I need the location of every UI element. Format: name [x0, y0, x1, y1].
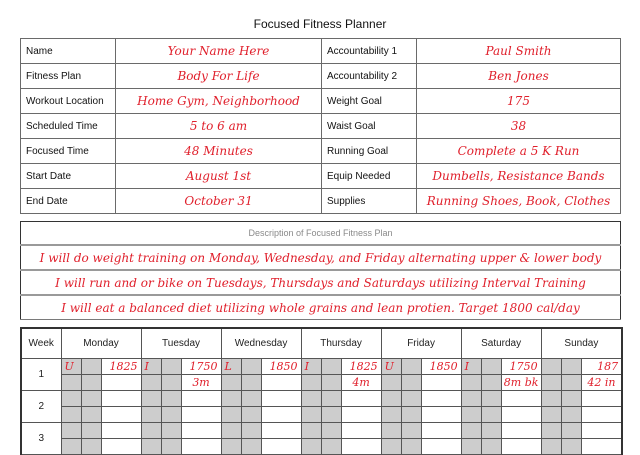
workout-type: I: [304, 360, 309, 373]
check-cell[interactable]: [481, 439, 501, 455]
info-value[interactable]: 48 Minutes: [116, 139, 322, 164]
calories-cell[interactable]: [501, 391, 541, 407]
day-header-saturday: Saturday: [461, 328, 541, 359]
calories-value: 1825: [349, 360, 378, 373]
workout-type-cell[interactable]: [301, 423, 321, 439]
info-value[interactable]: 38: [417, 114, 621, 139]
week-number: 1: [21, 359, 61, 391]
note-value: 3m: [192, 376, 210, 389]
info-value[interactable]: Dumbells, Resistance Bands: [417, 164, 621, 189]
info-value[interactable]: Home Gym, Neighborhood: [116, 89, 322, 114]
info-label: Scheduled Time: [21, 114, 116, 139]
calories-cell[interactable]: [261, 423, 301, 439]
week-number: 3: [21, 423, 61, 455]
calories-cell[interactable]: [181, 423, 221, 439]
workout-type: I: [464, 360, 469, 373]
workout-type-cell[interactable]: [61, 407, 81, 423]
note-cell[interactable]: [501, 439, 541, 455]
week-column-header: Week: [21, 328, 61, 359]
calories-cell[interactable]: [581, 359, 622, 375]
info-value[interactable]: Your Name Here: [116, 39, 322, 64]
workout-type-cell[interactable]: [541, 439, 561, 455]
plan-info-table: [20, 38, 621, 214]
note-cell[interactable]: [581, 439, 622, 455]
workout-type-cell[interactable]: [461, 423, 481, 439]
info-label: Weight Goal: [322, 89, 417, 114]
day-header-monday: Monday: [61, 328, 141, 359]
check-cell[interactable]: [161, 391, 181, 407]
calories-cell[interactable]: [421, 359, 461, 375]
calories-cell[interactable]: [421, 423, 461, 439]
check-cell[interactable]: [161, 407, 181, 423]
workout-type-cell[interactable]: [61, 359, 81, 375]
check-cell[interactable]: [81, 375, 101, 391]
check-cell[interactable]: [481, 391, 501, 407]
calories-cell[interactable]: [261, 391, 301, 407]
check-cell[interactable]: [561, 439, 581, 455]
week-number: 2: [21, 391, 61, 423]
check-cell[interactable]: [81, 407, 101, 423]
workout-type-cell[interactable]: [461, 375, 481, 391]
info-label: Accountability 2: [322, 64, 417, 89]
note-cell[interactable]: [501, 407, 541, 423]
plan-description-table: [20, 221, 621, 320]
check-cell[interactable]: [561, 423, 581, 439]
info-value[interactable]: Paul Smith: [417, 39, 621, 64]
workout-type: U: [64, 360, 74, 373]
week-row: [21, 407, 622, 423]
note-cell[interactable]: [341, 439, 381, 455]
workout-type-cell[interactable]: [461, 439, 481, 455]
week-row: [21, 423, 622, 439]
workout-type-cell[interactable]: [541, 391, 561, 407]
info-value[interactable]: Ben Jones: [417, 64, 621, 89]
check-cell[interactable]: [561, 407, 581, 423]
info-label: Accountability 1: [322, 39, 417, 64]
info-row: [21, 139, 621, 164]
day-header-sunday: Sunday: [541, 328, 622, 359]
calories-cell[interactable]: [181, 391, 221, 407]
check-cell[interactable]: [401, 407, 421, 423]
calories-cell[interactable]: [181, 359, 221, 375]
workout-type-cell[interactable]: [221, 359, 241, 375]
note-cell[interactable]: [501, 375, 541, 391]
info-value[interactable]: 175: [417, 89, 621, 114]
workout-type-cell[interactable]: [381, 407, 401, 423]
calories-value: 1850: [269, 360, 298, 373]
calories-cell[interactable]: [101, 359, 141, 375]
check-cell[interactable]: [561, 375, 581, 391]
check-cell[interactable]: [321, 359, 341, 375]
workout-type-cell[interactable]: [61, 375, 81, 391]
workout-type: U: [384, 360, 394, 373]
note-cell[interactable]: [181, 407, 221, 423]
info-value[interactable]: Complete a 5 K Run: [417, 139, 621, 164]
workout-type-cell[interactable]: [381, 439, 401, 455]
note-value: 42 in: [587, 376, 616, 389]
description-line[interactable]: I will run and or bike on Tuesdays, Thursdays and Saturdays utilizing Interval Training: [21, 270, 621, 295]
workout-type-cell[interactable]: [141, 423, 161, 439]
workout-type-cell[interactable]: [141, 439, 161, 455]
workout-type-cell[interactable]: [141, 407, 161, 423]
check-cell[interactable]: [481, 375, 501, 391]
check-cell[interactable]: [81, 439, 101, 455]
note-cell[interactable]: [341, 407, 381, 423]
check-cell[interactable]: [241, 439, 261, 455]
note-cell[interactable]: [181, 375, 221, 391]
note-cell[interactable]: [101, 407, 141, 423]
workout-type-cell[interactable]: [221, 391, 241, 407]
workout-type-cell[interactable]: [381, 423, 401, 439]
description-header: Description of Focused Fitness Plan: [21, 222, 621, 246]
week-row: [21, 359, 622, 375]
workout-type-cell[interactable]: [381, 391, 401, 407]
check-cell[interactable]: [481, 359, 501, 375]
calories-value: 1750: [509, 360, 538, 373]
check-cell[interactable]: [321, 375, 341, 391]
check-cell[interactable]: [321, 391, 341, 407]
workout-type-cell[interactable]: [461, 359, 481, 375]
check-cell[interactable]: [561, 359, 581, 375]
check-cell[interactable]: [321, 407, 341, 423]
calories-cell[interactable]: [501, 423, 541, 439]
info-row: [21, 189, 621, 214]
info-label: Running Goal: [322, 139, 417, 164]
workout-type-cell[interactable]: [301, 375, 321, 391]
check-cell[interactable]: [481, 407, 501, 423]
calories-cell[interactable]: [101, 423, 141, 439]
note-cell[interactable]: [261, 407, 301, 423]
note-cell[interactable]: [581, 375, 622, 391]
workout-type-cell[interactable]: [541, 407, 561, 423]
calories-cell[interactable]: [341, 391, 381, 407]
check-cell[interactable]: [241, 407, 261, 423]
calories-cell[interactable]: [341, 423, 381, 439]
check-cell[interactable]: [401, 439, 421, 455]
workout-type-cell[interactable]: [541, 359, 561, 375]
workout-type-cell[interactable]: [61, 439, 81, 455]
check-cell[interactable]: [81, 423, 101, 439]
workout-type: L: [224, 360, 232, 373]
check-cell[interactable]: [401, 359, 421, 375]
note-cell[interactable]: [101, 439, 141, 455]
check-cell[interactable]: [401, 391, 421, 407]
check-cell[interactable]: [241, 391, 261, 407]
workout-type-cell[interactable]: [301, 439, 321, 455]
calories-value: 187: [597, 360, 619, 373]
description-line[interactable]: I will eat a balanced diet utilizing whole grains and lean protien. Target 1800 cal/day: [21, 295, 621, 320]
info-label: Workout Location: [21, 89, 116, 114]
workout-type-cell[interactable]: [301, 359, 321, 375]
calories-cell[interactable]: [581, 391, 622, 407]
check-cell[interactable]: [241, 375, 261, 391]
info-value[interactable]: October 31: [116, 189, 322, 214]
check-cell[interactable]: [401, 423, 421, 439]
info-row: [21, 64, 621, 89]
check-cell[interactable]: [81, 359, 101, 375]
calories-value: 1750: [189, 360, 218, 373]
info-label: End Date: [21, 189, 116, 214]
workout-type-cell[interactable]: [141, 359, 161, 375]
day-header-thursday: Thursday: [301, 328, 381, 359]
workout-type-cell[interactable]: [461, 407, 481, 423]
check-cell[interactable]: [241, 423, 261, 439]
workout-type-cell[interactable]: [301, 407, 321, 423]
info-label: Waist Goal: [322, 114, 417, 139]
note-cell[interactable]: [421, 407, 461, 423]
check-cell[interactable]: [161, 375, 181, 391]
info-row: [21, 89, 621, 114]
info-value[interactable]: 5 to 6 am: [116, 114, 322, 139]
workout-type-cell[interactable]: [381, 359, 401, 375]
calories-cell[interactable]: [261, 359, 301, 375]
workout-type-cell[interactable]: [141, 391, 161, 407]
check-cell[interactable]: [161, 359, 181, 375]
info-label: Focused Time: [21, 139, 116, 164]
info-value[interactable]: Body For Life: [116, 64, 322, 89]
check-cell[interactable]: [81, 391, 101, 407]
info-label: Start Date: [21, 164, 116, 189]
check-cell[interactable]: [321, 423, 341, 439]
info-label: Equip Needed: [322, 164, 417, 189]
info-label: Name: [21, 39, 116, 64]
workout-type-cell[interactable]: [541, 423, 561, 439]
workout-type-cell[interactable]: [61, 423, 81, 439]
workout-type-cell[interactable]: [221, 423, 241, 439]
info-label: Supplies: [322, 189, 417, 214]
check-cell[interactable]: [161, 423, 181, 439]
week-row: [21, 391, 622, 407]
workout-type-cell[interactable]: [541, 375, 561, 391]
day-header-tuesday: Tuesday: [141, 328, 221, 359]
weekly-header-row: [21, 328, 622, 359]
workout-type-cell[interactable]: [301, 391, 321, 407]
page-title: Focused Fitness Planner: [253, 17, 387, 31]
info-value[interactable]: Running Shoes, Book, Clothes: [417, 189, 621, 214]
calories-cell[interactable]: [341, 359, 381, 375]
check-cell[interactable]: [161, 439, 181, 455]
workout-type-cell[interactable]: [221, 375, 241, 391]
check-cell[interactable]: [241, 359, 261, 375]
note-cell[interactable]: [341, 375, 381, 391]
note-value: 8m bk: [503, 376, 539, 389]
week-row: [21, 375, 622, 391]
check-cell[interactable]: [561, 391, 581, 407]
calories-cell[interactable]: [501, 359, 541, 375]
note-cell[interactable]: [101, 375, 141, 391]
day-header-friday: Friday: [381, 328, 461, 359]
info-row: [21, 114, 621, 139]
weekly-log-table: [20, 327, 623, 455]
check-cell[interactable]: [401, 375, 421, 391]
day-header-wednesday: Wednesday: [221, 328, 301, 359]
workout-type-cell[interactable]: [221, 407, 241, 423]
calories-value: 1850: [429, 360, 458, 373]
note-cell[interactable]: [421, 375, 461, 391]
workout-type-cell[interactable]: [221, 439, 241, 455]
workout-type-cell[interactable]: [141, 375, 161, 391]
week-row: [21, 439, 622, 455]
calories-cell[interactable]: [421, 391, 461, 407]
calories-cell[interactable]: [101, 391, 141, 407]
description-line[interactable]: I will do weight training on Monday, Wednesday, and Friday alternating upper & lower body: [21, 245, 621, 270]
check-cell[interactable]: [321, 439, 341, 455]
workout-type: I: [144, 360, 149, 373]
info-row: [21, 164, 621, 189]
workout-type-cell[interactable]: [61, 391, 81, 407]
note-cell[interactable]: [261, 439, 301, 455]
info-label: Fitness Plan: [21, 64, 116, 89]
note-value: 4m: [352, 376, 370, 389]
note-cell[interactable]: [421, 439, 461, 455]
note-cell[interactable]: [261, 375, 301, 391]
workout-type-cell[interactable]: [461, 391, 481, 407]
workout-type-cell[interactable]: [381, 375, 401, 391]
calories-cell[interactable]: [581, 423, 622, 439]
info-value[interactable]: August 1st: [116, 164, 322, 189]
note-cell[interactable]: [581, 407, 622, 423]
note-cell[interactable]: [181, 439, 221, 455]
check-cell[interactable]: [481, 423, 501, 439]
info-row: [21, 39, 621, 64]
calories-value: 1825: [109, 360, 138, 373]
